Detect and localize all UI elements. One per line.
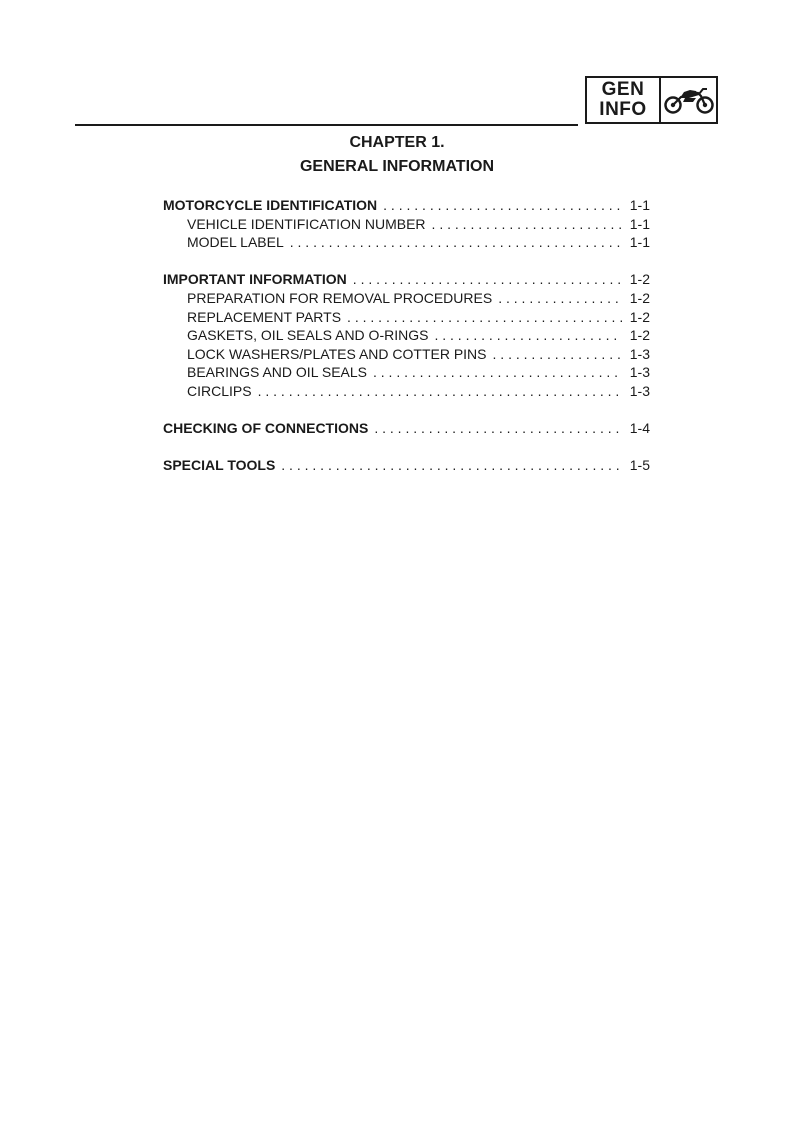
toc-entry[interactable] <box>163 271 650 290</box>
toc-entry-label: SPECIAL TOOLS <box>163 457 276 474</box>
toc-leader-dots <box>290 234 622 250</box>
header-rule <box>75 124 578 126</box>
toc-entry[interactable] <box>163 346 650 365</box>
section-tab-line1: GEN <box>601 79 645 100</box>
toc-entry-label: MOTORCYCLE IDENTIFICATION <box>163 197 378 213</box>
toc-entry[interactable] <box>163 327 650 346</box>
toc-entry-page: 1-4 <box>629 420 650 437</box>
toc-entry-page: 1-1 <box>629 234 650 251</box>
toc-leader-dots <box>374 420 621 436</box>
chapter-title: GENERAL INFORMATION <box>299 158 495 175</box>
toc-entry-page: 1-3 <box>629 364 650 381</box>
toc-leader-dots <box>498 290 622 306</box>
toc-spacer <box>163 439 650 458</box>
toc-spacer <box>163 253 650 272</box>
section-tab-line2: INFO <box>599 99 647 120</box>
toc-entry-page: 1-2 <box>629 271 650 288</box>
toc-entry[interactable] <box>163 457 650 476</box>
toc-leader-dots <box>281 457 621 473</box>
toc-entry[interactable] <box>163 420 650 439</box>
toc-entry-label: CHECKING OF CONNECTIONS <box>163 420 369 437</box>
toc-entry-label: MODEL LABEL <box>187 234 284 251</box>
toc-leader-dots <box>258 383 622 399</box>
toc-entry-page: 1-2 <box>629 308 650 325</box>
toc-entry[interactable] <box>163 309 650 328</box>
motorcycle-icon <box>661 78 716 122</box>
section-tab <box>585 76 718 124</box>
toc-entry[interactable] <box>163 290 650 309</box>
toc-entry[interactable] <box>163 216 650 235</box>
section-tab-label <box>587 78 661 122</box>
toc-spacer <box>163 402 650 421</box>
toc-entry-label: GASKETS, OIL SEALS AND O-RINGS <box>187 327 429 344</box>
toc-entry-label: LOCK WASHERS/PLATES AND COTTER PINS <box>187 345 487 362</box>
toc-entry-page: 1-3 <box>629 382 650 399</box>
toc-entry-label: IMPORTANT INFORMATION <box>163 271 347 288</box>
toc-entry-page: 1-5 <box>629 457 650 474</box>
toc-entry-page: 1-2 <box>629 289 650 306</box>
table-of-contents <box>163 197 650 476</box>
toc-entry[interactable] <box>163 234 650 253</box>
toc-entry[interactable] <box>163 197 650 216</box>
toc-entry-page: 1-2 <box>629 327 650 344</box>
toc-leader-dots <box>432 216 622 232</box>
toc-leader-dots <box>383 197 622 213</box>
toc-leader-dots <box>373 364 622 380</box>
toc-entry-page: 1-3 <box>629 345 650 362</box>
chapter-number: CHAPTER 1. <box>349 134 445 151</box>
toc-leader-dots <box>347 309 622 325</box>
toc-entry-label: PREPARATION FOR REMOVAL PROCEDURES <box>187 289 493 306</box>
toc-entry-label: BEARINGS AND OIL SEALS <box>187 364 367 381</box>
toc-entry-label: REPLACEMENT PARTS <box>187 308 342 325</box>
toc-entry[interactable] <box>163 364 650 383</box>
toc-leader-dots <box>434 327 621 343</box>
toc-leader-dots <box>493 346 622 362</box>
toc-entry-page: 1-1 <box>629 215 650 232</box>
toc-entry-label: CIRCLIPS <box>187 382 252 399</box>
toc-leader-dots <box>353 271 622 287</box>
toc-entry[interactable] <box>163 383 650 402</box>
toc-entry-label: VEHICLE IDENTIFICATION NUMBER <box>187 215 426 232</box>
toc-entry-page: 1-1 <box>629 197 650 213</box>
